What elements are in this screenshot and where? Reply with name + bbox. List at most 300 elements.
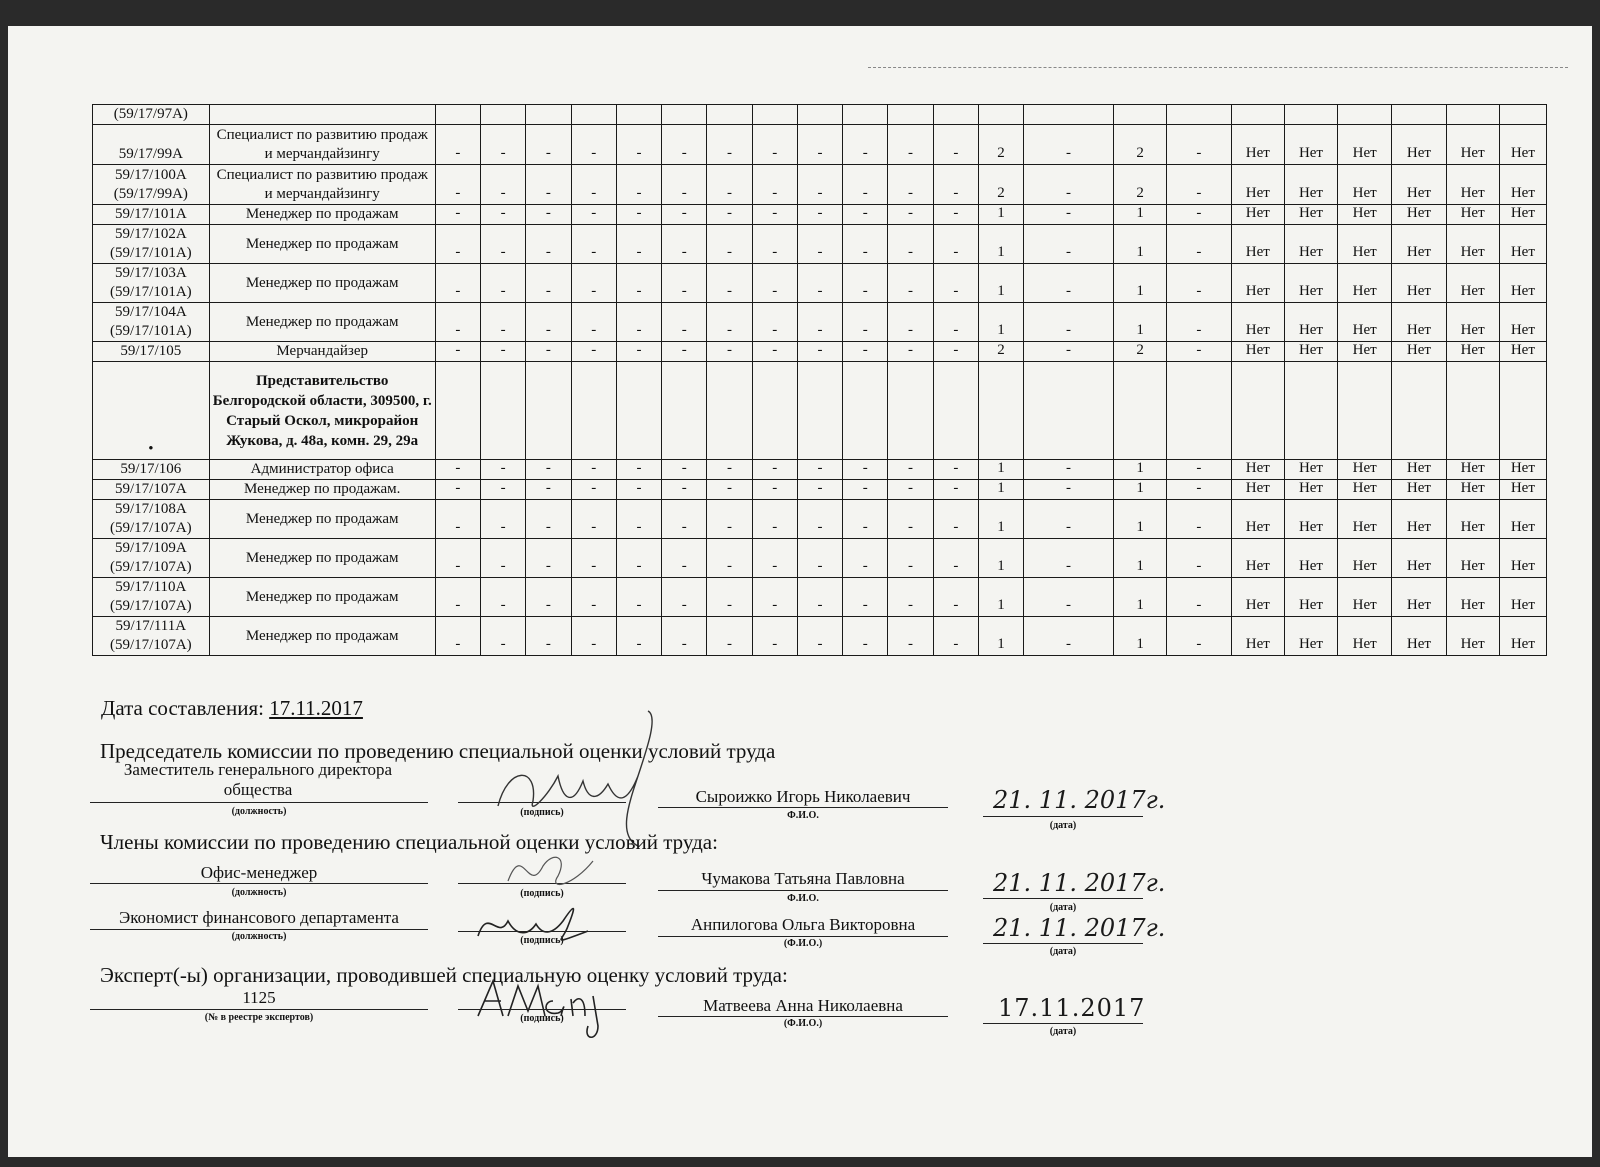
- dash-cell: -: [707, 264, 752, 303]
- value-cell: -: [1167, 500, 1231, 539]
- dash-cell: -: [435, 539, 480, 578]
- dash-cell: -: [481, 225, 526, 264]
- table-row: [93, 480, 1547, 500]
- compilation-date: [101, 696, 363, 721]
- value-cell: Нет: [1338, 264, 1392, 303]
- value-cell: 1: [1114, 303, 1167, 342]
- dash-cell: -: [707, 125, 752, 165]
- dash-cell: -: [707, 578, 752, 617]
- empty-cell: [707, 362, 752, 460]
- member2-position-caption: (должность): [231, 931, 287, 942]
- value-cell: Нет: [1284, 264, 1337, 303]
- dash-cell: -: [843, 539, 888, 578]
- empty-cell: [571, 362, 616, 460]
- value-cell: Нет: [1284, 617, 1337, 656]
- dash-cell: -: [888, 617, 933, 656]
- empty-cell: [933, 362, 978, 460]
- value-cell: 1: [978, 617, 1023, 656]
- value-cell: Нет: [1231, 264, 1284, 303]
- member1-position-caption: (должность): [231, 887, 287, 898]
- value-cell: 1: [978, 539, 1023, 578]
- value-cell: -: [1167, 125, 1231, 165]
- member1-date: 21. 11. 2017г.: [993, 869, 1166, 897]
- dash-cell: -: [526, 264, 571, 303]
- empty-cell: [526, 362, 571, 460]
- expert-registry-caption: (№ в реестре экспертов): [204, 1012, 314, 1023]
- empty-cell: [933, 105, 978, 125]
- dash-cell: -: [662, 165, 707, 205]
- dash-cell: -: [933, 500, 978, 539]
- dash-cell: -: [481, 125, 526, 165]
- dash-cell: -: [526, 539, 571, 578]
- value-cell: Нет: [1446, 480, 1499, 500]
- expert-name: Матвеева Анна Николаевна: [703, 996, 903, 1015]
- table-row: [93, 205, 1547, 225]
- value-cell: Нет: [1231, 539, 1284, 578]
- member2-position-line: [90, 929, 428, 930]
- value-cell: Нет: [1392, 225, 1446, 264]
- dash-cell: -: [662, 303, 707, 342]
- value-cell: Нет: [1499, 539, 1546, 578]
- dash-cell: -: [616, 264, 661, 303]
- dash-cell: -: [797, 578, 842, 617]
- workplace-code-cell: 59/17/103А (59/17/101А): [93, 264, 210, 303]
- expert-fio-caption: (Ф.И.О.): [783, 1018, 823, 1029]
- dash-cell: -: [797, 225, 842, 264]
- dash-cell: -: [933, 303, 978, 342]
- dash-cell: -: [797, 165, 842, 205]
- chair-position-caption: (должность): [231, 806, 287, 817]
- members-heading: Члены комиссии по проведению специальной оценки условий труда:: [100, 830, 718, 854]
- empty-cell: [888, 362, 933, 460]
- empty-cell: [616, 362, 661, 460]
- value-cell: Нет: [1338, 165, 1392, 205]
- table-row: [93, 264, 1547, 303]
- value-cell: -: [1167, 264, 1231, 303]
- empty-cell: [435, 105, 480, 125]
- value-cell: Нет: [1231, 500, 1284, 539]
- date-label: Дата составления:: [101, 696, 264, 720]
- dash-cell: -: [526, 165, 571, 205]
- value-cell: Нет: [1338, 578, 1392, 617]
- dash-cell: -: [797, 460, 842, 480]
- dash-cell: -: [616, 617, 661, 656]
- dash-cell: -: [843, 342, 888, 362]
- dash-cell: -: [843, 264, 888, 303]
- dash-cell: -: [616, 460, 661, 480]
- empty-cell: [1392, 105, 1446, 125]
- empty-cell: [616, 105, 661, 125]
- value-cell: 1: [1114, 205, 1167, 225]
- dash-cell: -: [707, 539, 752, 578]
- chair-position-line: [90, 802, 428, 803]
- value-cell: -: [1023, 500, 1113, 539]
- dash-cell: -: [752, 165, 797, 205]
- empty-cell: [843, 362, 888, 460]
- empty-cell: [481, 105, 526, 125]
- dash-cell: -: [481, 205, 526, 225]
- value-cell: Нет: [1446, 225, 1499, 264]
- empty-cell: [1338, 105, 1392, 125]
- dash-cell: -: [662, 539, 707, 578]
- empty-cell: [797, 362, 842, 460]
- value-cell: Нет: [1392, 303, 1446, 342]
- value-cell: Нет: [1499, 165, 1546, 205]
- dash-cell: -: [933, 578, 978, 617]
- value-cell: 1: [1114, 617, 1167, 656]
- value-cell: 2: [1114, 125, 1167, 165]
- empty-cell: [1231, 105, 1284, 125]
- dash-cell: -: [888, 165, 933, 205]
- value-cell: Нет: [1499, 125, 1546, 165]
- dash-cell: -: [571, 480, 616, 500]
- dash-cell: -: [526, 125, 571, 165]
- value-cell: Нет: [1284, 480, 1337, 500]
- value-cell: Нет: [1284, 460, 1337, 480]
- workplace-code-cell: 59/17/99А: [93, 125, 210, 165]
- dash-cell: -: [797, 264, 842, 303]
- value-cell: Нет: [1284, 205, 1337, 225]
- empty-cell: [978, 362, 1023, 460]
- dash-cell: -: [707, 342, 752, 362]
- dash-cell: -: [843, 303, 888, 342]
- value-cell: -: [1023, 342, 1113, 362]
- empty-cell: [707, 105, 752, 125]
- value-cell: 1: [1114, 578, 1167, 617]
- member1-name: Чумакова Татьяна Павловна: [701, 869, 905, 888]
- member1-position: Офис-менеджер: [200, 863, 318, 882]
- member2-signature-caption: (подпись): [520, 935, 564, 946]
- value-cell: Нет: [1446, 264, 1499, 303]
- dash-cell: -: [707, 165, 752, 205]
- dash-cell: -: [707, 303, 752, 342]
- value-cell: -: [1023, 205, 1113, 225]
- member1-signature-caption: (подпись): [520, 888, 564, 899]
- dash-cell: -: [707, 617, 752, 656]
- position-cell: Менеджер по продажам: [209, 539, 435, 578]
- member2-name-line: [658, 936, 948, 937]
- value-cell: -: [1167, 205, 1231, 225]
- dash-cell: -: [752, 617, 797, 656]
- value-cell: -: [1023, 165, 1113, 205]
- dash-cell: -: [526, 342, 571, 362]
- empty-cell: [752, 105, 797, 125]
- dash-cell: -: [662, 342, 707, 362]
- dash-cell: -: [526, 205, 571, 225]
- workplace-code-cell: •: [93, 362, 210, 460]
- empty-cell: [1167, 105, 1231, 125]
- dash-cell: -: [933, 480, 978, 500]
- empty-cell: [1338, 362, 1392, 460]
- value-cell: -: [1023, 460, 1113, 480]
- value-cell: Нет: [1231, 460, 1284, 480]
- value-cell: Нет: [1284, 578, 1337, 617]
- dash-cell: -: [481, 342, 526, 362]
- dash-cell: -: [616, 205, 661, 225]
- value-cell: -: [1023, 617, 1113, 656]
- empty-cell: [662, 105, 707, 125]
- member2-name: Анпилогова Ольга Викторовна: [690, 915, 916, 934]
- dash-cell: -: [571, 342, 616, 362]
- date-value: 17.11.2017: [269, 696, 363, 720]
- dash-cell: -: [435, 264, 480, 303]
- position-cell: Менеджер по продажам: [209, 578, 435, 617]
- value-cell: Нет: [1499, 500, 1546, 539]
- value-cell: Нет: [1446, 165, 1499, 205]
- workplace-code-cell: 59/17/111А (59/17/107А): [93, 617, 210, 656]
- value-cell: Нет: [1392, 264, 1446, 303]
- value-cell: -: [1023, 578, 1113, 617]
- value-cell: Нет: [1284, 342, 1337, 362]
- dash-cell: -: [571, 303, 616, 342]
- dash-cell: -: [707, 225, 752, 264]
- value-cell: Нет: [1392, 205, 1446, 225]
- empty-cell: [1499, 105, 1546, 125]
- value-cell: -: [1023, 264, 1113, 303]
- dash-cell: -: [662, 125, 707, 165]
- dash-cell: -: [616, 303, 661, 342]
- dash-cell: -: [888, 342, 933, 362]
- value-cell: 1: [978, 205, 1023, 225]
- dash-cell: -: [526, 500, 571, 539]
- chair-date-caption: (дата): [1049, 820, 1077, 831]
- value-cell: -: [1023, 125, 1113, 165]
- value-cell: Нет: [1231, 205, 1284, 225]
- expert-heading: Эксперт(-ы) организации, проводившей специальную оценку условий труда:: [100, 963, 788, 987]
- empty-cell: [526, 105, 571, 125]
- value-cell: Нет: [1338, 539, 1392, 578]
- dash-cell: -: [797, 342, 842, 362]
- table-row: [93, 539, 1547, 578]
- dash-cell: -: [571, 125, 616, 165]
- position-cell: Менеджер по продажам: [209, 617, 435, 656]
- value-cell: -: [1167, 617, 1231, 656]
- value-cell: Нет: [1392, 500, 1446, 539]
- dash-cell: -: [481, 617, 526, 656]
- dash-cell: -: [752, 578, 797, 617]
- table-row: [93, 617, 1547, 656]
- dash-cell: -: [662, 617, 707, 656]
- dash-cell: -: [435, 500, 480, 539]
- dash-cell: -: [888, 125, 933, 165]
- value-cell: Нет: [1499, 205, 1546, 225]
- value-cell: 1: [1114, 539, 1167, 578]
- dash-cell: -: [481, 165, 526, 205]
- expert-registry-number: 1125: [242, 988, 276, 1007]
- workplace-code-cell: 59/17/104А (59/17/101А): [93, 303, 210, 342]
- member1-date-caption: (дата): [1049, 902, 1077, 913]
- value-cell: Нет: [1231, 342, 1284, 362]
- value-cell: Нет: [1338, 205, 1392, 225]
- value-cell: -: [1167, 578, 1231, 617]
- empty-cell: [843, 105, 888, 125]
- dash-cell: -: [933, 264, 978, 303]
- workplace-code-cell: 59/17/106: [93, 460, 210, 480]
- value-cell: Нет: [1392, 578, 1446, 617]
- table-row: [93, 500, 1547, 539]
- dash-cell: -: [571, 578, 616, 617]
- value-cell: 2: [978, 165, 1023, 205]
- dash-cell: -: [616, 125, 661, 165]
- value-cell: Нет: [1446, 500, 1499, 539]
- value-cell: Нет: [1446, 303, 1499, 342]
- workplace-code-cell: 59/17/105: [93, 342, 210, 362]
- dash-cell: -: [616, 539, 661, 578]
- dash-cell: -: [888, 578, 933, 617]
- position-cell: Специалист по развитию продаж и мерчандайзингу: [209, 125, 435, 165]
- dash-cell: -: [933, 205, 978, 225]
- expert-registry-line: [90, 1009, 428, 1010]
- dash-cell: -: [662, 578, 707, 617]
- value-cell: Нет: [1499, 617, 1546, 656]
- value-cell: Нет: [1338, 125, 1392, 165]
- empty-cell: [662, 362, 707, 460]
- member2-date-line: [983, 943, 1143, 944]
- member2-date-caption: (дата): [1049, 946, 1077, 957]
- position-cell: Менеджер по продажам: [209, 500, 435, 539]
- dash-cell: -: [843, 500, 888, 539]
- dash-cell: -: [662, 264, 707, 303]
- dash-cell: -: [933, 342, 978, 362]
- value-cell: 2: [1114, 342, 1167, 362]
- value-cell: 2: [978, 342, 1023, 362]
- value-cell: Нет: [1231, 125, 1284, 165]
- value-cell: Нет: [1499, 460, 1546, 480]
- table-row: [93, 578, 1547, 617]
- dash-cell: -: [797, 480, 842, 500]
- member2-signature: [468, 896, 598, 956]
- value-cell: Нет: [1231, 165, 1284, 205]
- results-table: [92, 104, 1547, 656]
- dash-cell: -: [752, 264, 797, 303]
- dash-cell: -: [933, 460, 978, 480]
- table-row: [93, 460, 1547, 480]
- empty-cell: [1231, 362, 1284, 460]
- dash-cell: -: [933, 539, 978, 578]
- value-cell: Нет: [1446, 342, 1499, 362]
- dash-cell: -: [797, 539, 842, 578]
- value-cell: -: [1167, 303, 1231, 342]
- dash-cell: -: [435, 165, 480, 205]
- value-cell: Нет: [1231, 617, 1284, 656]
- dash-cell: -: [707, 205, 752, 225]
- table-row: [93, 165, 1547, 205]
- value-cell: Нет: [1446, 539, 1499, 578]
- dash-cell: -: [843, 578, 888, 617]
- value-cell: 1: [1114, 460, 1167, 480]
- value-cell: 1: [1114, 225, 1167, 264]
- value-cell: Нет: [1392, 539, 1446, 578]
- dash-cell: -: [752, 460, 797, 480]
- position-cell: [209, 105, 435, 125]
- value-cell: Нет: [1392, 480, 1446, 500]
- value-cell: Нет: [1446, 125, 1499, 165]
- value-cell: Нет: [1499, 225, 1546, 264]
- dash-cell: -: [933, 617, 978, 656]
- value-cell: Нет: [1338, 225, 1392, 264]
- value-cell: Нет: [1446, 617, 1499, 656]
- dash-cell: -: [752, 303, 797, 342]
- dash-cell: -: [843, 617, 888, 656]
- value-cell: Нет: [1499, 264, 1546, 303]
- chair-heading: Председатель комиссии по проведению специальной оценки условий труда: [100, 739, 776, 763]
- workplace-code-cell: 59/17/108А (59/17/107А): [93, 500, 210, 539]
- member1-name-line: [658, 890, 948, 891]
- dash-cell: -: [888, 225, 933, 264]
- table-row: [93, 105, 1547, 125]
- workplace-code-cell: 59/17/107А: [93, 480, 210, 500]
- empty-cell: [978, 105, 1023, 125]
- empty-cell: [1284, 105, 1337, 125]
- dash-cell: -: [526, 578, 571, 617]
- dash-cell: -: [662, 460, 707, 480]
- dash-cell: -: [797, 500, 842, 539]
- dash-cell: -: [888, 500, 933, 539]
- member1-fio-caption: Ф.И.О.: [787, 893, 819, 904]
- branch-row: [93, 362, 1547, 460]
- dash-cell: -: [526, 225, 571, 264]
- value-cell: 1: [978, 264, 1023, 303]
- dash-cell: -: [707, 500, 752, 539]
- workplace-code-cell: 59/17/100А (59/17/99А): [93, 165, 210, 205]
- value-cell: Нет: [1284, 303, 1337, 342]
- dash-cell: -: [435, 617, 480, 656]
- chair-position: Заместитель генерального директора общества: [123, 760, 393, 799]
- value-cell: Нет: [1231, 303, 1284, 342]
- dash-cell: -: [843, 205, 888, 225]
- value-cell: -: [1023, 539, 1113, 578]
- position-cell: Мерчандайзер: [209, 342, 435, 362]
- value-cell: Нет: [1392, 460, 1446, 480]
- dash-cell: -: [435, 578, 480, 617]
- workplace-code-cell: 59/17/102А (59/17/101А): [93, 225, 210, 264]
- dash-cell: -: [616, 500, 661, 539]
- dash-cell: -: [571, 539, 616, 578]
- dash-cell: -: [571, 617, 616, 656]
- value-cell: Нет: [1338, 460, 1392, 480]
- table-row: [93, 303, 1547, 342]
- dash-cell: -: [933, 125, 978, 165]
- empty-cell: [752, 362, 797, 460]
- value-cell: Нет: [1231, 480, 1284, 500]
- chair-fio-caption: Ф.И.О.: [787, 810, 819, 821]
- dash-cell: -: [616, 165, 661, 205]
- dash-cell: -: [752, 500, 797, 539]
- dash-cell: -: [616, 578, 661, 617]
- dash-cell: -: [752, 342, 797, 362]
- dash-cell: -: [707, 480, 752, 500]
- value-cell: Нет: [1392, 165, 1446, 205]
- value-cell: -: [1167, 342, 1231, 362]
- value-cell: -: [1023, 303, 1113, 342]
- position-cell: Менеджер по продажам: [209, 303, 435, 342]
- value-cell: 1: [1114, 264, 1167, 303]
- dash-cell: -: [526, 303, 571, 342]
- table-row: [93, 342, 1547, 362]
- value-cell: -: [1167, 460, 1231, 480]
- chair-name: Сыроижко Игорь Николаевич: [695, 787, 911, 806]
- dash-cell: -: [571, 500, 616, 539]
- value-cell: Нет: [1284, 500, 1337, 539]
- value-cell: -: [1023, 225, 1113, 264]
- dash-cell: -: [435, 460, 480, 480]
- value-cell: -: [1167, 225, 1231, 264]
- chair-signature-caption: (подпись): [520, 807, 564, 818]
- dash-cell: -: [571, 205, 616, 225]
- dash-cell: -: [616, 480, 661, 500]
- expert-signature: [473, 971, 613, 1046]
- value-cell: 1: [978, 303, 1023, 342]
